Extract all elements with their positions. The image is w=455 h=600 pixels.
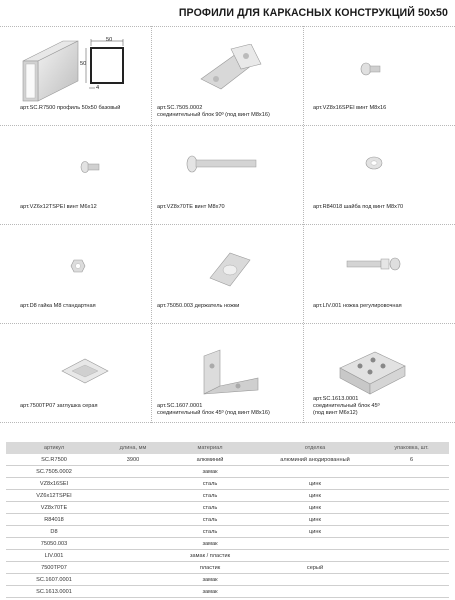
foot-holder-illustration <box>205 248 255 290</box>
grid-divider <box>0 422 455 423</box>
washer-illustration <box>364 155 384 171</box>
table-cell: цинк <box>309 516 321 523</box>
drawing-height-label: 50 <box>80 61 87 67</box>
grid-divider <box>151 26 152 423</box>
table-cell: 7500TP07 <box>41 564 67 571</box>
nut-illustration <box>70 259 86 273</box>
leveling-foot-illustration <box>345 256 403 272</box>
item-caption: соединительный блок 45º (под винт М8х16) <box>157 410 270 416</box>
end-cap-illustration <box>60 356 110 386</box>
drawing-wall-label: 4 <box>96 85 100 91</box>
specification-table <box>6 442 449 598</box>
table-cell: R84018 <box>44 516 64 523</box>
column-header: артикул <box>43 445 65 451</box>
screw-m6x12-illustration <box>80 158 102 176</box>
table-body <box>6 454 449 598</box>
column-header: упаковка, шт. <box>394 445 429 451</box>
connection-block-45-illustration <box>200 348 262 398</box>
table-row <box>6 478 449 490</box>
table-cell: сталь <box>202 480 218 487</box>
connection-block-45-m6-illustration <box>335 348 410 398</box>
table-cell: замак <box>202 576 218 583</box>
grid-divider <box>303 26 304 423</box>
table-cell: замак / пластик <box>189 552 231 559</box>
table-cell: замак <box>202 588 218 595</box>
item-caption: арт.VZ6x12TSPEI винт М6х12 <box>20 204 97 210</box>
item-caption: арт.VZ8x70TE винт М8х70 <box>157 204 225 210</box>
table-row <box>6 514 449 526</box>
item-caption: арт.75050.003 держатель ножки <box>157 303 240 309</box>
table-cell: 75050.003 <box>40 540 68 547</box>
grid-divider <box>0 323 455 324</box>
grid-divider <box>0 224 455 225</box>
table-cell: D8 <box>50 528 58 535</box>
table-cell: VZ8x16SEI <box>39 480 69 487</box>
drawing-width-label: 50 <box>106 37 113 43</box>
screw-m8x70-illustration <box>185 154 260 174</box>
item-caption: арт.SC.7505.0002 <box>157 105 203 111</box>
item-caption: арт.VZ8x16SPEI винт М8х16 <box>313 105 387 111</box>
page-title: ПРОФИЛИ ДЛЯ КАРКАСНЫХ КОНСТРУКЦИЙ 50х50 <box>178 7 448 19</box>
column-header: материал <box>197 445 223 451</box>
item-caption: соединительный блок 90º (под винт М8х16) <box>157 112 270 118</box>
table-row <box>6 586 449 598</box>
table-row <box>6 562 449 574</box>
item-caption: соединительный блок 45º <box>313 403 380 409</box>
table-cell: сталь <box>202 492 218 499</box>
profile-drawing <box>78 38 133 98</box>
table-row <box>6 490 449 502</box>
table-cell: сталь <box>202 528 218 535</box>
table-cell: VZ8x70TE <box>40 504 68 511</box>
table-cell: сталь <box>202 504 218 511</box>
table-cell: SC.1607.0001 <box>36 576 72 583</box>
item-caption: арт.SC.1613.0001 <box>313 396 359 402</box>
table-row <box>6 454 449 466</box>
table-cell: 6 <box>409 456 414 463</box>
table-cell: замак <box>202 540 218 547</box>
screw-m8x16-illustration <box>360 59 382 79</box>
grid-divider <box>0 26 455 27</box>
table-cell: цинк <box>309 504 321 511</box>
table-cell: SC.1613.0001 <box>36 588 72 595</box>
table-row <box>6 550 449 562</box>
item-caption: арт.LIV.001 ножка регулировочная <box>313 303 402 309</box>
item-caption: арт.R84018 шайба под винт М8х70 <box>313 204 404 210</box>
table-cell: алюминий <box>196 456 224 463</box>
table-cell: SC.R7500 <box>41 456 67 463</box>
table-cell: SC.7505.0002 <box>36 468 72 475</box>
table-cell: цинк <box>309 492 321 499</box>
connection-block-90-illustration <box>196 44 271 94</box>
table-cell: замак <box>202 468 218 475</box>
table-cell: VZ6x12TSPEI <box>36 492 72 499</box>
table-cell: пластик <box>199 564 221 571</box>
table-cell: цинк <box>309 528 321 535</box>
table-cell: серый <box>306 564 324 571</box>
table-cell: сталь <box>202 516 218 523</box>
table-row <box>6 574 449 586</box>
item-caption: арт.D8 гайка М8 стандартная <box>20 303 96 309</box>
table-row <box>6 502 449 514</box>
table-cell: алюминий анодированный <box>280 456 350 463</box>
table-row <box>6 538 449 550</box>
item-caption: арт.SC.1607.0001 <box>157 403 203 409</box>
product-grid <box>0 26 455 423</box>
column-header: длина, мм <box>119 445 147 451</box>
item-caption: арт.7500TP07 заглушка серая <box>20 403 98 409</box>
item-caption: арт.SC.R7500 профиль 50х50 базовый <box>20 105 121 111</box>
column-header: отделка <box>304 445 326 451</box>
item-caption: (под винт М6х12) <box>313 410 358 416</box>
table-cell: цинк <box>309 480 321 487</box>
table-cell: LIV.001 <box>44 552 64 559</box>
table-header <box>6 442 449 454</box>
table-row <box>6 526 449 538</box>
grid-divider <box>0 125 455 126</box>
table-cell: 3900 <box>126 456 140 463</box>
table-row <box>6 466 449 478</box>
